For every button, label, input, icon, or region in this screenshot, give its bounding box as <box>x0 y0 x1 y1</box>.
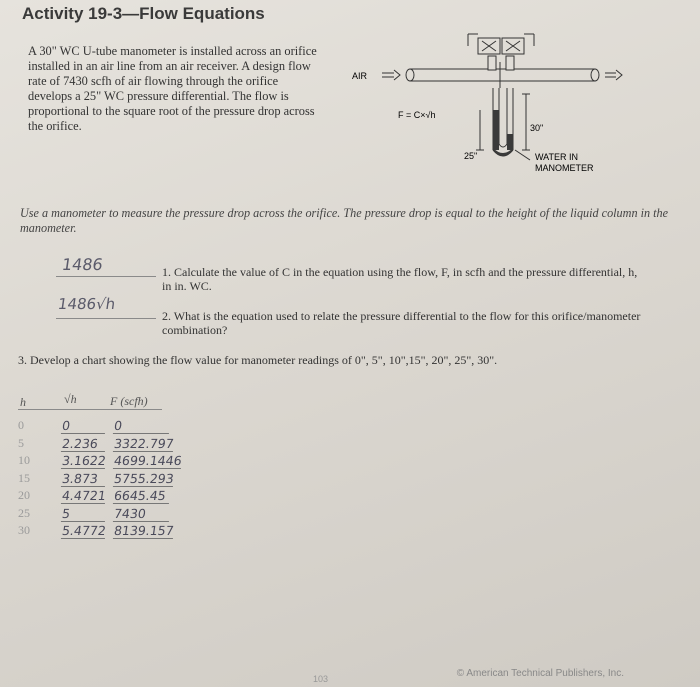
q1-answer: 1486 <box>60 255 105 274</box>
flow-arrow-icon <box>382 70 622 80</box>
table-cell-flow: 3322.797 <box>113 435 175 451</box>
table-cell-sqrt-h: 4.4721 <box>61 488 107 503</box>
q2-answer: 1486√h <box>56 295 117 313</box>
table-cell-flow: 8139.157 <box>113 523 175 538</box>
header-h: h <box>20 395 26 409</box>
table-cell-h: 5 <box>18 435 24 450</box>
table-cell-sqrt-h: 5.4772 <box>61 523 107 538</box>
table-cell-flow: 4699.1446 <box>113 453 183 468</box>
table-cell-h: 10 <box>18 453 30 467</box>
table-cell-h: 0 <box>18 418 24 432</box>
water-label-1: WATER IN <box>535 152 578 162</box>
q2-answer-line <box>56 318 156 319</box>
equation-label: F = C×√h <box>398 110 436 120</box>
q2-number: 2. <box>162 309 171 323</box>
question-2 <box>162 309 642 337</box>
table-cell-h: 30 <box>18 523 30 537</box>
reading-label: 25" <box>464 151 478 161</box>
question-3: 3. Develop a chart showing the flow value for manometer readings of 0", 5", 10",15", 20", 25", 30". <box>18 353 498 367</box>
table-cell-h: 15 <box>18 470 30 485</box>
table-cell-sqrt-h: 2.236 <box>61 436 107 452</box>
table-cell-flow: 0 <box>113 418 171 434</box>
air-pipe <box>406 56 599 88</box>
air-label: AIR <box>352 71 368 81</box>
table-cell-flow: 5755.293 <box>113 470 175 486</box>
table-cell-sqrt-h: 3.1622 <box>61 453 107 468</box>
table-cell-flow: 7430 <box>113 506 171 522</box>
water-label-2: MANOMETER <box>535 163 594 173</box>
header-rule <box>18 409 162 410</box>
q1-number: 1. <box>162 265 171 279</box>
u-tube-manometer <box>476 88 530 160</box>
instruction-text: Use a manometer to measure the pressure drop across the orifice. The pressure drop is equal to the height of the liquid column in the manometer. <box>20 206 668 235</box>
table-cell-flow: 6645.45 <box>113 488 171 504</box>
table-cell-sqrt-h: 0 <box>61 418 107 434</box>
table-cell-sqrt-h: 3.873 <box>61 471 107 487</box>
problem-statement: A 30" WC U-tube manometer is installed across an orifice installed in an air line from an air receiver. A design flow rate of 7430 scfh of air flowing through the orifice develops a 25" WC pressure differential. The flow is proportional to the square root of the pressure drop across the orifice. <box>28 44 317 133</box>
question-1 <box>162 265 642 293</box>
valve-icon <box>468 34 534 54</box>
table-cell-h: 20 <box>18 488 30 502</box>
header-sqrt-h: √h <box>64 392 77 406</box>
page-number: 103 <box>313 674 329 684</box>
table-cell-sqrt-h: 5 <box>61 506 107 522</box>
activity-title: Activity 19-3—Flow Equations <box>22 4 265 23</box>
height-label: 30" <box>530 123 544 133</box>
q1-answer-line <box>56 276 156 277</box>
table-cell-h: 25 <box>18 505 30 520</box>
manometer-diagram <box>350 32 640 177</box>
copyright: © American Technical Publishers, Inc. <box>456 668 624 679</box>
q2-text: What is the equation used to relate the pressure differential to the flow for this orifice/manometer combination? <box>162 309 641 337</box>
header-flow: F (scfh) <box>110 394 148 408</box>
q1-text: Calculate the value of C in the equation using the flow, F, in scfh and the pressure differential, h, in in. WC. <box>162 265 638 293</box>
